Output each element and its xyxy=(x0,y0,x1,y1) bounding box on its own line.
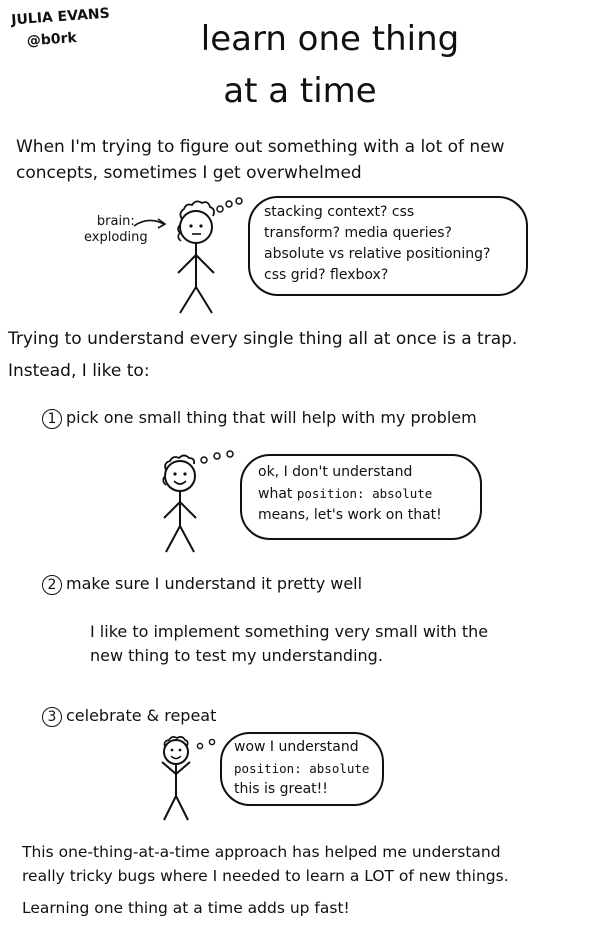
thought1-line-4: css grid? flexbox? xyxy=(264,267,389,283)
stick-figure-focused xyxy=(150,448,250,558)
step-1-number: 1 xyxy=(42,409,62,429)
thought2-line-2 xyxy=(258,483,442,505)
page-title-line-1: learn one thing xyxy=(200,19,460,59)
author-name: JULIA EVANS xyxy=(10,5,111,29)
thought2-line-3: means, let's work on that! xyxy=(258,507,442,523)
step-2-text: make sure I understand it pretty well xyxy=(66,574,363,593)
trap-paragraph xyxy=(8,326,517,384)
stick-figure-overwhelmed xyxy=(168,195,248,320)
step-2-detail xyxy=(90,620,488,668)
step-3-number: 3 xyxy=(42,707,62,727)
step-3 xyxy=(42,704,216,728)
step-2-number: 2 xyxy=(42,575,62,595)
thought1-line-1: stacking context? css xyxy=(264,204,415,220)
author-handle: @b0rk xyxy=(26,29,78,50)
trap-line-1: Trying to understand every single thing all at once is a trap. xyxy=(8,329,518,349)
thought3-line-1: wow I understand xyxy=(234,739,359,755)
thought1-line-2: transform? media queries? xyxy=(264,225,452,241)
outro-line-3: Learning one thing at a time adds up fast! xyxy=(22,899,350,917)
step-1 xyxy=(42,406,477,430)
thought3-code: position: absolute xyxy=(234,761,370,776)
intro-line-2: concepts, sometimes I get overwhelmed xyxy=(16,163,362,183)
intro-paragraph xyxy=(16,134,505,186)
trap-line-2: Instead, I like to: xyxy=(8,361,150,381)
intro-line-1: When I'm trying to figure out something with a lot of new xyxy=(16,137,505,157)
step-1-text: pick one small thing that will help with my problem xyxy=(66,408,477,427)
brain-label-line-2: exploding xyxy=(84,230,148,245)
outro-line-2: really tricky bugs where I needed to learn a LOT of new things. xyxy=(22,867,509,885)
thought2-line-1: ok, I don't understand xyxy=(258,464,413,480)
brain-arrow-icon xyxy=(130,214,170,234)
step-2-detail-line-1: I like to implement something very small with the xyxy=(90,622,489,641)
outro-line-1: This one-thing-at-a-time approach has helped me understand xyxy=(22,843,501,861)
thought2-code: position: absolute xyxy=(296,486,433,501)
thought2-line-2-prefix: what xyxy=(258,486,297,502)
step-2 xyxy=(42,572,362,596)
brain-label-line-1: brain: xyxy=(96,214,135,229)
thought-bubble-overwhelmed-text xyxy=(264,202,490,286)
page-title-line-2: at a time xyxy=(223,71,377,111)
thought-bubble-focused-text xyxy=(258,462,442,526)
stick-figure-celebrating xyxy=(150,734,230,829)
step-3-text: celebrate & repeat xyxy=(66,706,217,725)
outro-paragraph xyxy=(22,840,509,920)
thought-bubble-celebrating-text xyxy=(234,737,369,800)
thought1-line-3: absolute vs relative positioning? xyxy=(264,246,491,262)
step-2-detail-line-2: new thing to test my understanding. xyxy=(90,646,383,665)
thought3-line-3: this is great!! xyxy=(234,781,328,797)
